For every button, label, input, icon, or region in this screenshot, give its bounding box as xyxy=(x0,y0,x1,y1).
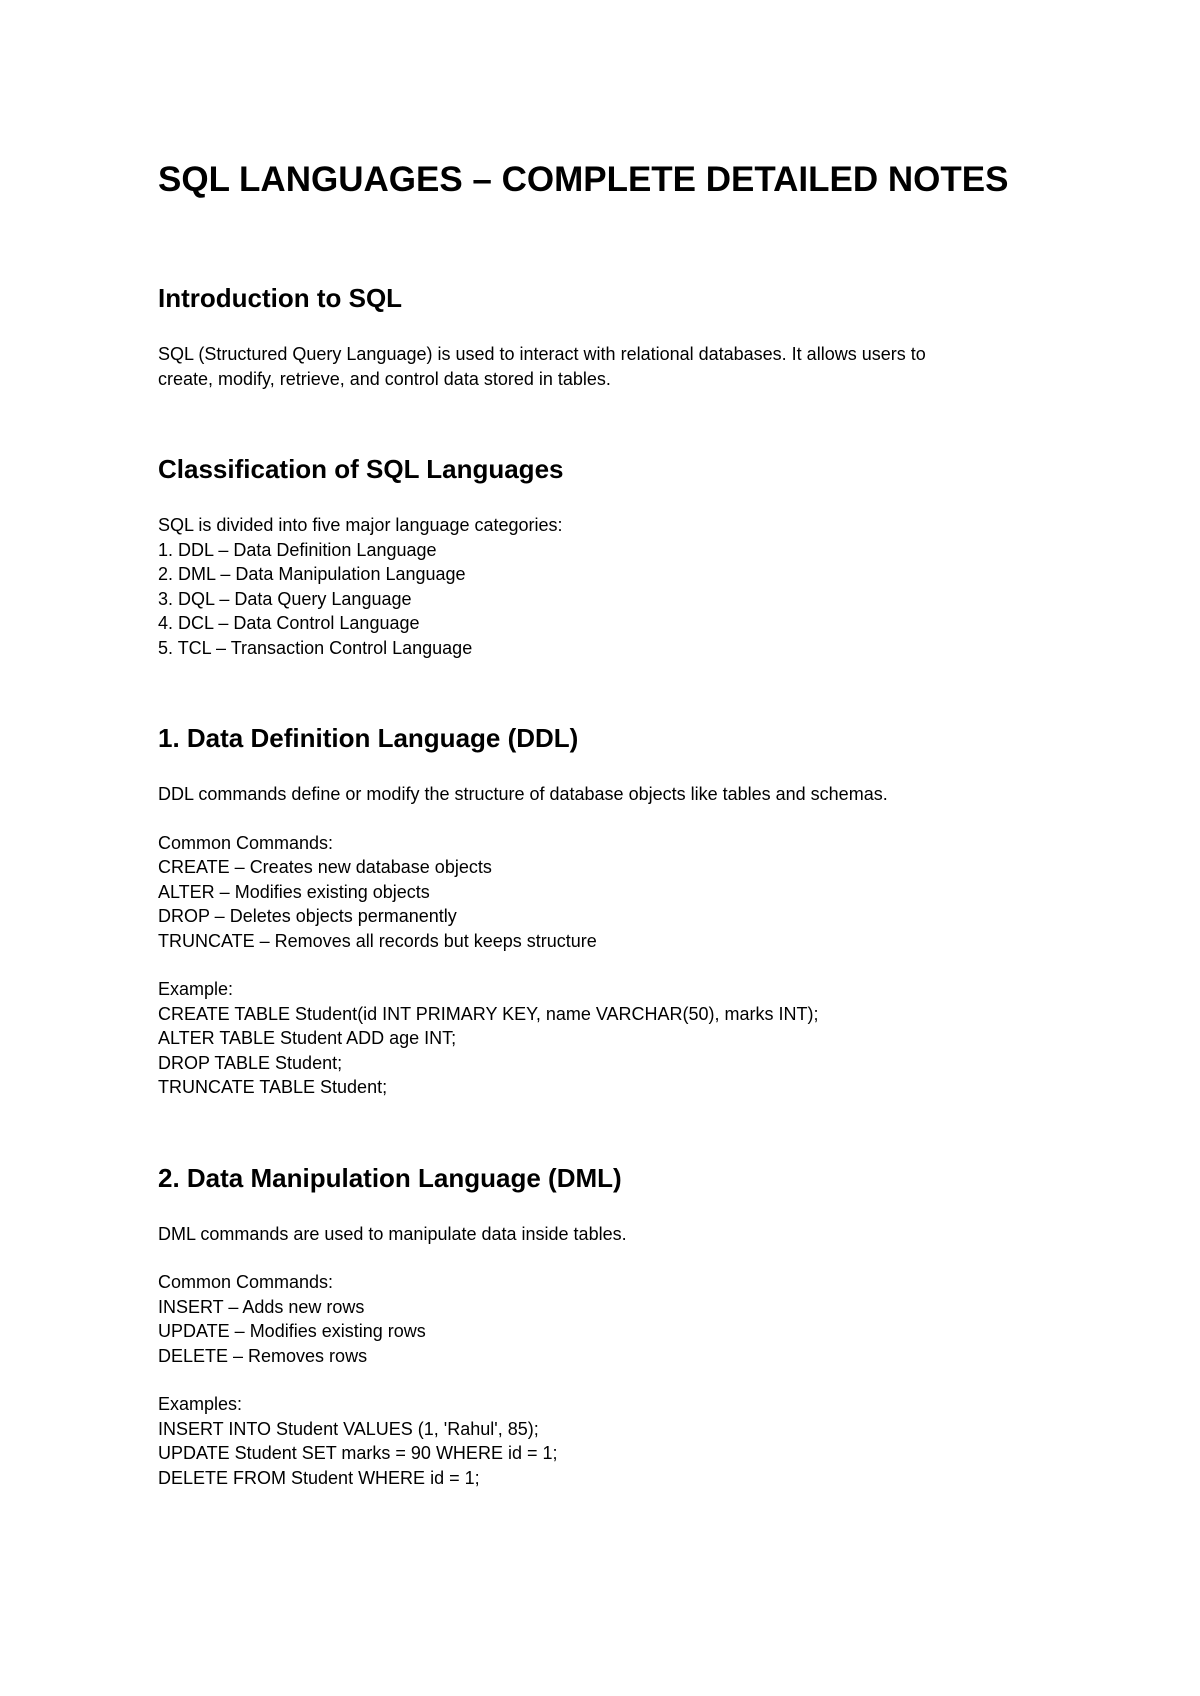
intro-section xyxy=(158,280,1058,391)
ddl-example-4: TRUNCATE TABLE Student; xyxy=(158,1077,388,1097)
dml-command-update: UPDATE – Modifies existing rows xyxy=(158,1321,426,1341)
ddl-example-3: DROP TABLE Student; xyxy=(158,1052,343,1073)
ddl-example-2: ALTER TABLE Student ADD age INT; xyxy=(158,1028,457,1048)
ddl-commands-label: Common Commands: xyxy=(158,832,334,853)
document-title: SQL LANGUAGES – COMPLETE DETAILED NOTES xyxy=(158,160,1009,199)
dml-command-delete: DELETE – Removes rows xyxy=(158,1345,368,1366)
classification-section xyxy=(158,451,1058,660)
ddl-section xyxy=(158,720,1058,1100)
dml-example-label: Examples: xyxy=(158,1394,243,1414)
classification-lead: SQL is divided into five major language categories: xyxy=(158,515,563,535)
classification-item-1: 1. DDL – Data Definition Language xyxy=(158,539,437,560)
classification-heading: Classification of SQL Languages xyxy=(158,454,564,484)
intro-line-2: create, modify, retrieve, and control data stored in tables. xyxy=(158,368,611,389)
ddl-example-label: Example: xyxy=(158,979,234,999)
ddl-command-truncate: TRUNCATE – Removes all records but keeps structure xyxy=(158,930,597,951)
dml-heading: 2. Data Manipulation Language (DML) xyxy=(158,1162,622,1193)
intro-paragraph xyxy=(158,342,1058,391)
classification-item-4: 4. DCL – Data Control Language xyxy=(158,613,420,633)
dml-example-2: UPDATE Student SET marks = 90 WHERE id = 1; xyxy=(158,1443,558,1463)
dml-section xyxy=(158,1160,1058,1491)
intro-heading: Introduction to SQL xyxy=(158,283,403,313)
ddl-command-drop: DROP – Deletes objects permanently xyxy=(158,906,457,926)
dml-description: DML commands are used to manipulate data inside tables. xyxy=(158,1223,627,1244)
dml-command-insert: INSERT – Adds new rows xyxy=(158,1296,365,1317)
dml-example-3: DELETE FROM Student WHERE id = 1; xyxy=(158,1467,480,1488)
dml-commands-label: Common Commands: xyxy=(158,1272,334,1292)
ddl-example-1: CREATE TABLE Student(id INT PRIMARY KEY, name VARCHAR(50), marks INT); xyxy=(158,1003,819,1024)
classification-item-3: 3. DQL – Data Query Language xyxy=(158,588,412,609)
ddl-heading: 1. Data Definition Language (DDL) xyxy=(158,723,579,753)
intro-line-1: SQL (Structured Query Language) is used to interact with relational databases. It allows users to xyxy=(158,344,926,364)
classification-item-2: 2. DML – Data Manipulation Language xyxy=(158,564,466,584)
classification-item-5: 5. TCL – Transaction Control Language xyxy=(158,637,473,658)
ddl-description: DDL commands define or modify the structure of database objects like tables and schemas. xyxy=(158,784,888,804)
document-content xyxy=(158,156,1058,1490)
ddl-command-create: CREATE – Creates new database objects xyxy=(158,857,492,877)
ddl-command-alter: ALTER – Modifies existing objects xyxy=(158,881,430,902)
dml-example-1: INSERT INTO Student VALUES (1, 'Rahul', 85); xyxy=(158,1418,539,1439)
